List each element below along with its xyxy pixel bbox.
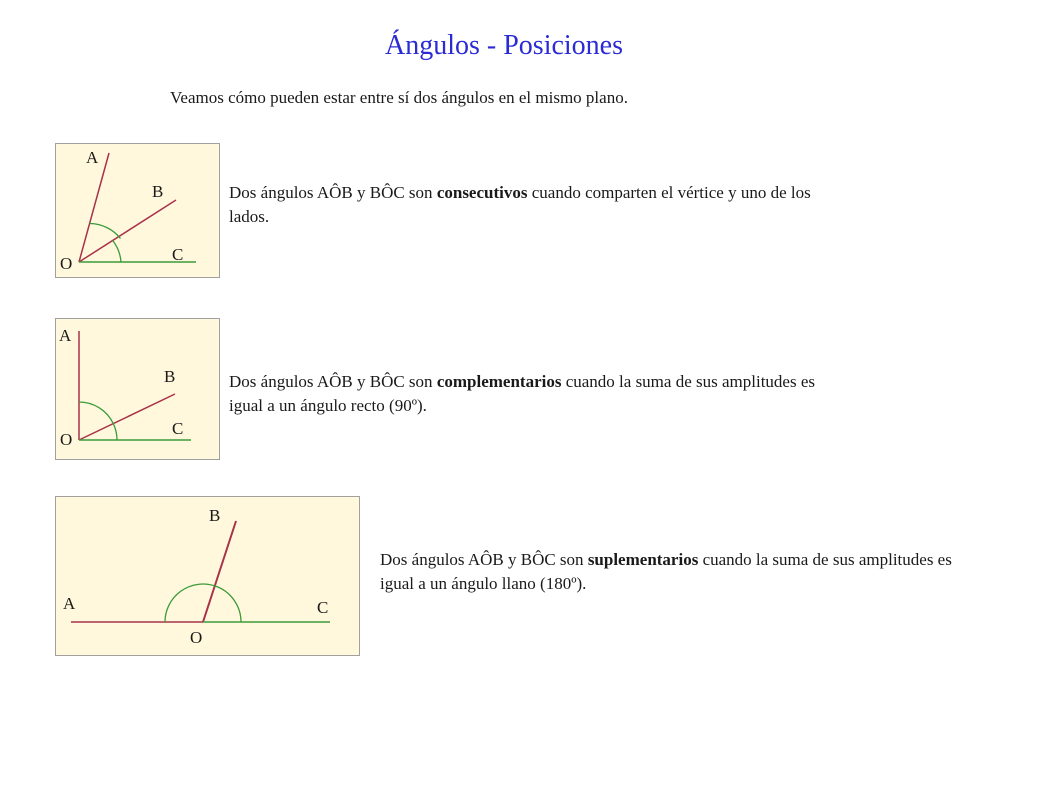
term-complementary: complementarios xyxy=(436,372,562,391)
figure-complementary xyxy=(55,318,220,460)
term-consecutive: consecutivos xyxy=(436,183,528,202)
label-a: A xyxy=(86,148,99,167)
ray-ob xyxy=(79,394,175,440)
label-a: A xyxy=(59,326,72,345)
supplementary-diagram xyxy=(56,497,359,655)
label-b: B xyxy=(209,506,221,525)
description-complementary: Dos ángulos AÔB y BÔC son complementarios cuando la suma de sus amplitudes es igual a un ángulo recto (90º). xyxy=(229,372,815,415)
figure-supplementary xyxy=(55,496,360,656)
label-b: B xyxy=(164,367,176,386)
label-o: O xyxy=(60,254,73,273)
angle-arc xyxy=(90,224,121,239)
description-supplementary: Dos ángulos AÔB y BÔC son suplementarios cuando la suma de sus amplitudes es igual a un ángulo llano (180º). xyxy=(380,550,952,593)
label-c: C xyxy=(317,598,329,617)
label-c: C xyxy=(172,419,184,438)
term-supplementary: suplementarios xyxy=(587,550,699,569)
angle-arc-2 xyxy=(113,241,121,263)
angle-arc xyxy=(79,402,113,424)
page-title: Ángulos - Posiciones xyxy=(385,30,623,61)
figure-consecutive xyxy=(55,143,220,278)
complementary-diagram xyxy=(56,319,219,459)
label-o: O xyxy=(190,628,203,647)
consecutive-diagram xyxy=(56,144,219,277)
ray-ob xyxy=(203,521,236,622)
description-consecutive: Dos ángulos AÔB y BÔC son consecutivos cuando comparten el vértice y uno de los lados. xyxy=(229,183,811,226)
angle-arc-2 xyxy=(215,586,241,622)
label-o: O xyxy=(60,430,73,449)
intro-text: Veamos cómo pueden estar entre sí dos ángulos en el mismo plano. xyxy=(170,88,628,107)
label-a: A xyxy=(63,594,76,613)
angle-arc xyxy=(165,584,215,622)
label-b: B xyxy=(152,182,164,201)
angle-arc-2 xyxy=(113,424,117,440)
label-c: C xyxy=(172,245,184,264)
